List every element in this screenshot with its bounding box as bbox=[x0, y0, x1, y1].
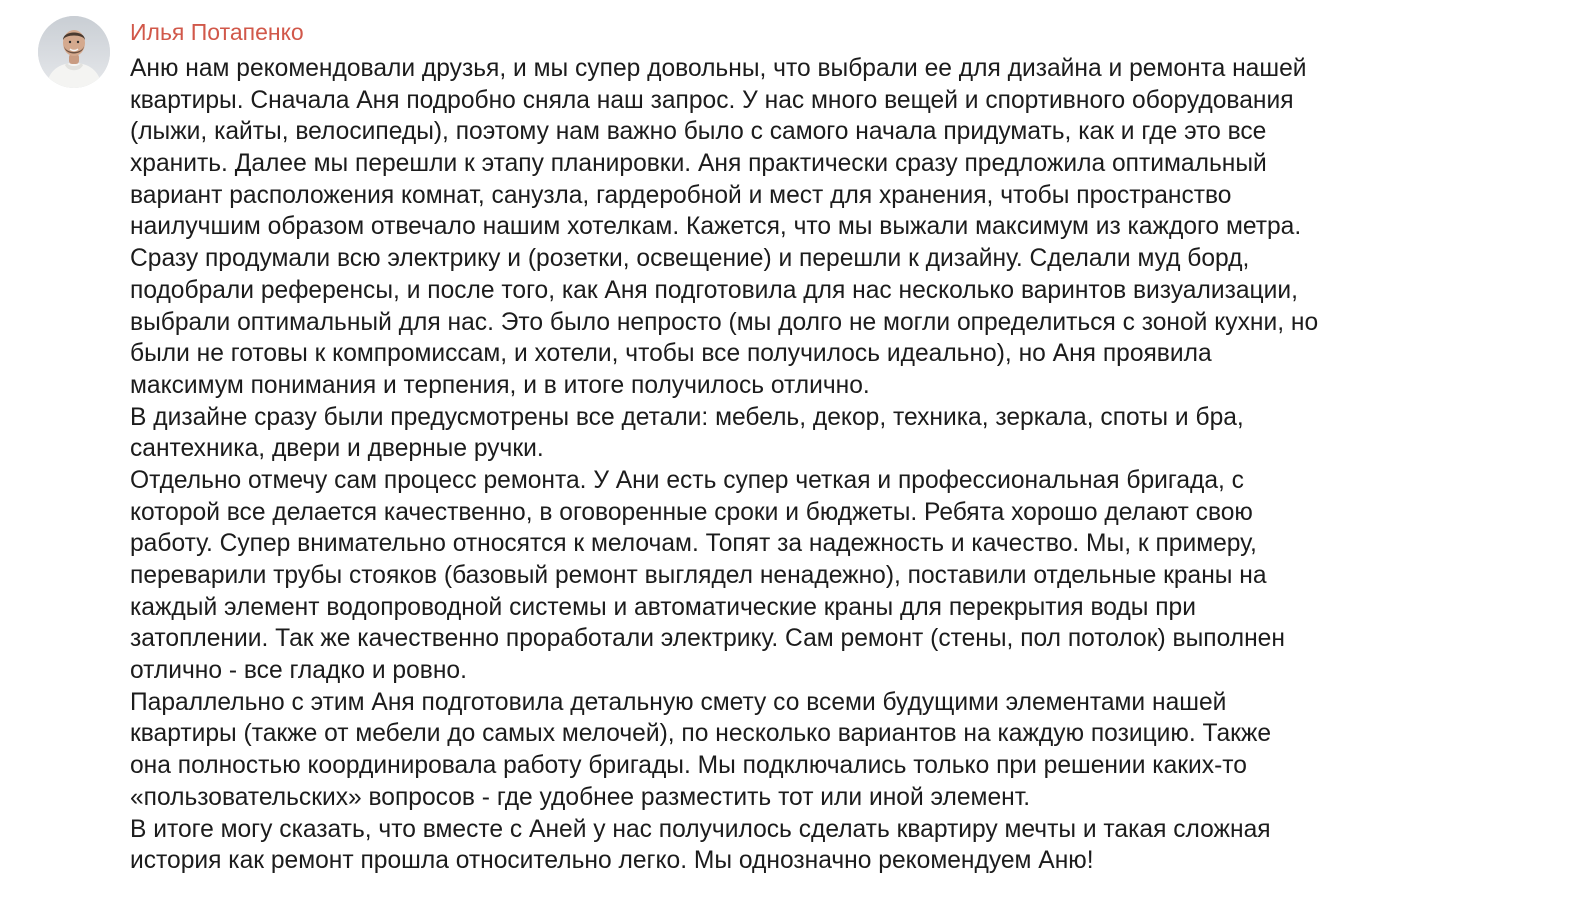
message-line: Параллельно с этим Аня подготовила детальную смету со всеми будущими элементами нашей bbox=[130, 688, 1227, 716]
message-line: Сразу продумали всю электрику и (розетки, освещение) и перешли к дизайну. Сделали муд борд, bbox=[130, 245, 1250, 273]
message-line: максимум понимания и терпения, и в итоге получилось отлично. bbox=[130, 371, 870, 399]
avatar[interactable] bbox=[38, 16, 110, 88]
message-line: вариант расположения комнат, санузла, гардеробной и мест для хранения, чтобы пространство bbox=[130, 181, 1232, 209]
message-line: наилучшим образом отвечало нашим хотелкам. Кажется, что мы выжали максимум из каждого метра. bbox=[130, 213, 1302, 241]
message-line: работу. Супер внимательно относятся к мелочам. Топят за надежность и качество. Мы, к примеру, bbox=[130, 530, 1257, 558]
message-line: «пользовательских» вопросов - где удобнее разместить тот или иной элемент. bbox=[130, 783, 1031, 811]
message-line: квартиры (также от мебели до самых мелочей), по несколько вариантов на каждую позицию. Также bbox=[130, 720, 1272, 748]
message-line: Отдельно отмечу сам процесс ремонта. У Ани есть супер четкая и профессиональная бригада, с bbox=[130, 466, 1244, 494]
message-line: Аню нам рекомендовали друзья, и мы супер довольны, что выбрали ее для дизайна и ремонта нашей bbox=[130, 55, 1307, 82]
message-line: сантехника, двери и дверные ручки. bbox=[130, 435, 544, 463]
message-line: которой все делается качественно, в оговоренные сроки и бюджеты. Ребята хорошо делают свою bbox=[130, 498, 1253, 526]
message-line: квартиры. Сначала Аня подробно сняла наш запрос. У нас много вещей и спортивного оборудования bbox=[130, 86, 1294, 114]
message-line: (лыжи, кайты, велосипеды), поэтому нам важно было с самого начала придумать, как и где это все bbox=[130, 118, 1267, 146]
message-text bbox=[130, 53, 1550, 877]
message-line: затоплении. Так же качественно проработали электрику. Сам ремонт (стены, пол потолок) выполнен bbox=[130, 625, 1285, 653]
message-line: В дизайне сразу были предусмотрены все детали: мебель, декор, техника, зеркала, споты и бра, bbox=[130, 403, 1244, 431]
message-line: были не готовы к компромиссам, и хотели, чтобы все получилось идеально), но Аня проявила bbox=[130, 340, 1212, 368]
message-line: переварили трубы стояков (базовый ремонт выглядел ненадежно), поставили отдельные краны на bbox=[130, 562, 1267, 589]
user-avatar-photo-icon bbox=[38, 16, 110, 88]
message-line: отлично - все гладко и ровно. bbox=[130, 657, 467, 685]
message-line: В итоге могу сказать, что вместе с Аней у нас получилось сделать квартиру мечты и такая сложная bbox=[130, 815, 1271, 843]
message-line: подобрали референсы, и после того, как Аня подготовила для нас несколько варинтов визуализации, bbox=[130, 276, 1298, 304]
message-line: она полностью координировала работу бригады. Мы подключались только при решении каких-то bbox=[130, 752, 1247, 780]
message-line: история как ремонт прошла относительно легко. Мы однозначно рекомендуем Аню! bbox=[130, 847, 1094, 875]
author-name[interactable]: Илья Потапенко bbox=[130, 19, 304, 45]
message-line: хранить. Далее мы перешли к этапу планировки. Аня практически сразу предложила оптимальный bbox=[130, 150, 1267, 178]
message-line: выбрали оптимальный для нас. Это было непросто (мы долго не могли определиться с зоной кухни, но bbox=[130, 308, 1319, 336]
message-line: каждый элемент водопроводной системы и автоматические краны для перекрытия воды при bbox=[130, 593, 1196, 621]
